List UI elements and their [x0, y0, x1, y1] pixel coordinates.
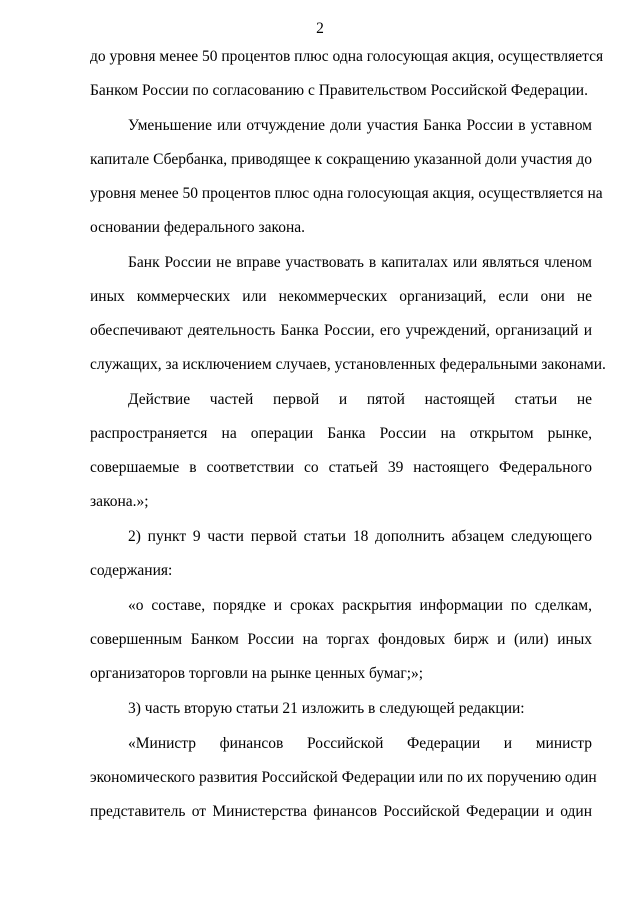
text-line: «о составе, порядке и сроках раскрытия информации по сделкам,: [128, 597, 592, 614]
text-line: совершенным Банком России на торгах фондовых бирж и (или) иных: [90, 631, 592, 648]
text-line: иных коммерческих или некоммерческих организаций, если они не: [90, 288, 592, 305]
paragraph: [90, 40, 604, 108]
text-line: служащих, за исключением случаев, установленных федеральными законами.: [90, 356, 606, 373]
paragraph: [90, 589, 592, 691]
text-line: экономического развития Российской Федерации или по их поручению один: [90, 769, 597, 786]
document-body: [90, 40, 606, 829]
paragraph: [90, 246, 606, 382]
paragraph: [90, 727, 597, 829]
text-line: основании федерального закона.: [90, 219, 306, 236]
text-line: содержания:: [90, 562, 173, 579]
text-line: организаторов торговли на рынке ценных бумаг;»;: [90, 665, 424, 682]
text-line: 2) пункт 9 части первой статьи 18 дополнить абзацем следующего: [128, 528, 592, 545]
text-line: представитель от Министерства финансов Российской Федерации и один: [90, 803, 592, 820]
text-line: закона.»;: [90, 493, 149, 510]
text-line: Действие частей первой и пятой настоящей статьи не: [128, 391, 592, 408]
text-line: 3) часть вторую статьи 21 изложить в следующей редакции:: [128, 700, 525, 717]
text-line: распространяется на операции Банка России на открытом рынке,: [90, 425, 592, 442]
text-line: капитале Сбербанка, приводящее к сокращению указанной доли участия до: [90, 151, 592, 168]
text-line: совершаемые в соответствии со статьей 39 настоящего Федерального: [90, 459, 592, 476]
text-line: «Министр финансов Российской Федерации и министр: [128, 735, 592, 752]
text-line: Уменьшение или отчуждение доли участия Банка России в уставном: [128, 117, 592, 134]
paragraph: [90, 520, 592, 588]
text-line: Банком России по согласованию с Правительством Российской Федерации.: [90, 82, 588, 99]
paragraph: [90, 383, 592, 519]
paragraph: [90, 109, 603, 245]
text-line: до уровня менее 50 процентов плюс одна голосующая акция, осуществляется: [90, 48, 604, 65]
text-line: Банк России не вправе участвовать в капиталах или являться членом: [128, 254, 592, 271]
text-line: обеспечивают деятельность Банка России, его учреждений, организаций и: [90, 322, 592, 339]
paragraph: [90, 692, 592, 726]
text-line: уровня менее 50 процентов плюс одна голосующая акция, осуществляется на: [90, 185, 603, 202]
page-number: 2: [316, 20, 324, 37]
